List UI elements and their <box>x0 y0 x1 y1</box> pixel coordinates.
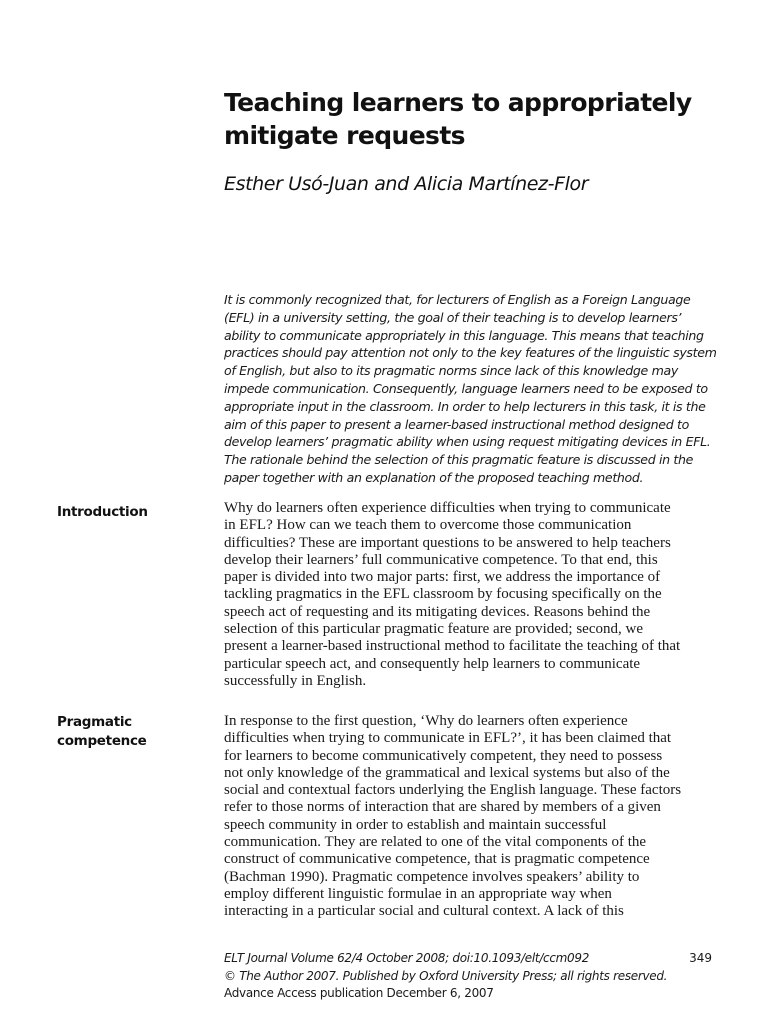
body-line: interacting in a particular social and cultural context. A lack of this <box>224 903 624 920</box>
body-line: Why do learners often experience difficulties when trying to communicate <box>224 500 671 516</box>
body-line: paper is divided into two major parts: first, we address the importance of <box>224 569 661 586</box>
body-line: difficulties? These are important questions to be answered to help teachers <box>224 534 671 551</box>
body-line: difficulties when trying to communicate in EFL?’, it has been claimed that <box>224 730 672 747</box>
abstract-line: develop learners’ pragmatic ability when using request mitigating devices in EFL. <box>224 434 711 450</box>
body-line: refer to those norms of interaction that are shared by members of a given <box>224 799 661 816</box>
body-line: present a learner-based instructional method to facilitate the teaching of that <box>224 638 681 655</box>
abstract-line: impede communication. Consequently, language learners need to be exposed to <box>224 380 708 396</box>
abstract-line: It is commonly recognized that, for lecturers of English as a Foreign Language <box>224 292 691 307</box>
body-line: develop their learners’ full communicative competence. To that end, this <box>224 551 658 568</box>
section-heading-line: Introduction <box>57 504 148 520</box>
abstract-line: ability to communicate appropriately in this language. This means that teaching <box>224 327 704 343</box>
body-line: particular speech act, and consequently help learners to communicate <box>224 655 641 672</box>
body-line: In response to the first question, ‘Why do learners often experience <box>224 713 628 729</box>
introduction-body <box>224 500 716 690</box>
article-authors: Esther Usó-Juan and Alicia Martínez-Flor <box>224 173 589 195</box>
body-line: tackling pragmatics in the EFL classroom by focusing specifically on the <box>224 586 662 603</box>
page-number: 349 <box>689 951 712 965</box>
abstract <box>224 291 716 487</box>
body-line: communication. They are related to one of the vital components of the <box>224 834 647 851</box>
body-line: speech community in order to establish and maintain successful <box>224 816 607 833</box>
section-heading-line: Pragmatic <box>57 714 132 730</box>
section-heading-line: competence <box>57 733 147 749</box>
body-line: not only knowledge of the grammatical and lexical systems but also of the <box>224 764 670 781</box>
body-line: speech act of requesting and its mitigating devices. Reasons behind the <box>224 603 651 620</box>
body-line: employ different linguistic formulae in an appropriate way when <box>224 885 612 902</box>
abstract-line: (EFL) in a university setting, the goal of their teaching is to develop learners’ <box>224 309 682 325</box>
pragmatic-competence-body <box>224 713 716 921</box>
abstract-line: of English, but also to its pragmatic norms since lack of this knowledge may <box>224 363 678 379</box>
article-title-line: mitigate requests <box>224 121 465 150</box>
abstract-line: aim of this paper to present a learner-based instructional method designed to <box>224 416 689 432</box>
article-title <box>224 86 724 152</box>
abstract-line: The rationale behind the selection of this pragmatic feature is discussed in the <box>224 452 694 468</box>
body-line: successfully in English. <box>224 672 367 689</box>
section-heading-pragmatic-competence <box>57 713 207 751</box>
section-heading-introduction <box>57 503 207 522</box>
body-line: for learners to become communicatively competent, they need to possess <box>224 747 663 764</box>
abstract-line: practices should pay attention not only to the key features of the linguistic system <box>224 345 717 361</box>
body-line: (Bachman 1990). Pragmatic competence involves speakers’ ability to <box>224 868 640 885</box>
journal-citation: ELT Journal Volume 62/4 October 2008; doi:10.1093/elt/ccm092 <box>224 951 590 965</box>
journal-footer <box>224 950 716 1003</box>
body-line: construct of communicative competence, that is pragmatic competence <box>224 851 650 868</box>
copyright-notice: © The Author 2007. Published by Oxford University Press; all rights reserved. <box>224 968 668 983</box>
advance-access-note: Advance Access publication December 6, 2007 <box>224 986 494 1000</box>
body-line: selection of this particular pragmatic feature are provided; second, we <box>224 621 643 638</box>
abstract-line: appropriate input in the classroom. In order to help lecturers in this task, it is the <box>224 398 706 414</box>
body-line: social and contextual factors underlying the English language. These factors <box>224 782 682 799</box>
body-line: in EFL? How can we teach them to overcome those communication <box>224 517 632 534</box>
abstract-line: paper together with an explanation of the proposed teaching method. <box>224 469 644 485</box>
article-title-line: Teaching learners to appropriately <box>224 88 692 117</box>
